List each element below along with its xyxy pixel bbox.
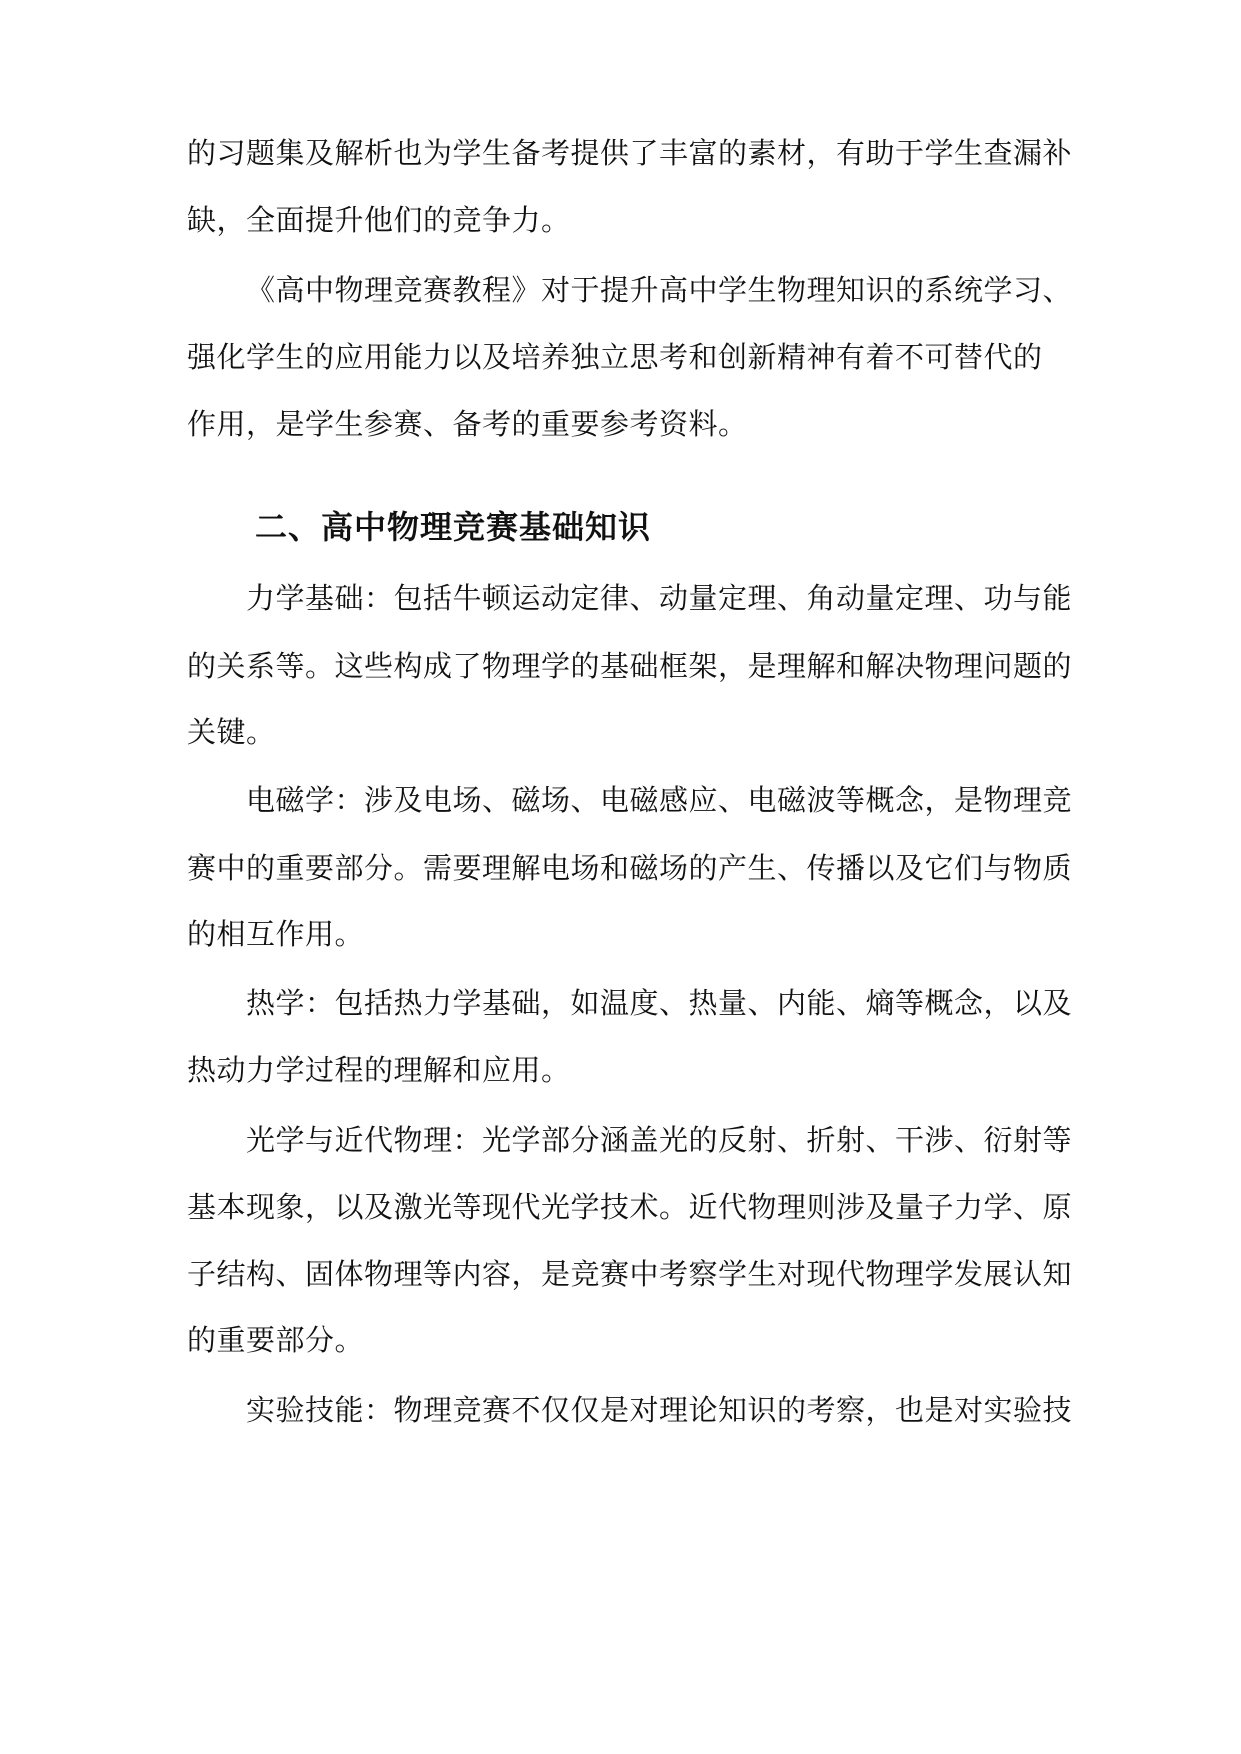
paragraph-line: 热学：包括热力学基础，如温度、热量、内能、熵等概念，以及 <box>246 986 1073 1020</box>
paragraph-line: 的相互作用。 <box>187 917 365 951</box>
paragraph-line: 关键。 <box>187 715 276 749</box>
paragraph-line: 强化学生的应用能力以及培养独立思考和创新精神有着不可替代的 <box>187 340 1043 374</box>
paragraph-line: 实验技能：物理竞赛不仅仅是对理论知识的考察，也是对实验技 <box>246 1393 1073 1427</box>
paragraph-line: 电磁学：涉及电场、磁场、电磁感应、电磁波等概念，是物理竞 <box>246 783 1073 817</box>
paragraph-line: 作用，是学生参赛、备考的重要参考资料。 <box>187 407 748 441</box>
paragraph-line: 缺，全面提升他们的竞争力。 <box>187 203 571 237</box>
paragraph-line: 《高中物理竞赛教程》对于提升高中学生物理知识的系统学习、 <box>246 273 1073 307</box>
paragraph-line: 赛中的重要部分。需要理解电场和磁场的产生、传播以及它们与物质 <box>187 851 1073 885</box>
paragraph-line: 力学基础：包括牛顿运动定律、动量定理、角动量定理、功与能 <box>246 581 1073 615</box>
paragraph-line: 热动力学过程的理解和应用。 <box>187 1053 571 1087</box>
section-heading: 二、高中物理竞赛基础知识 <box>255 508 652 546</box>
paragraph-line: 子结构、固体物理等内容，是竞赛中考察学生对现代物理学发展认知 <box>187 1257 1073 1291</box>
paragraph-line: 的重要部分。 <box>187 1323 365 1357</box>
paragraph-line: 基本现象，以及激光等现代光学技术。近代物理则涉及量子力学、原 <box>187 1190 1073 1224</box>
paragraph-line: 的习题集及解析也为学生备考提供了丰富的素材，有助于学生查漏补 <box>187 136 1073 170</box>
paragraph-line: 的关系等。这些构成了物理学的基础框架，是理解和解决物理问题的 <box>187 649 1073 683</box>
paragraph-line: 光学与近代物理：光学部分涵盖光的反射、折射、干涉、衍射等 <box>246 1123 1073 1157</box>
